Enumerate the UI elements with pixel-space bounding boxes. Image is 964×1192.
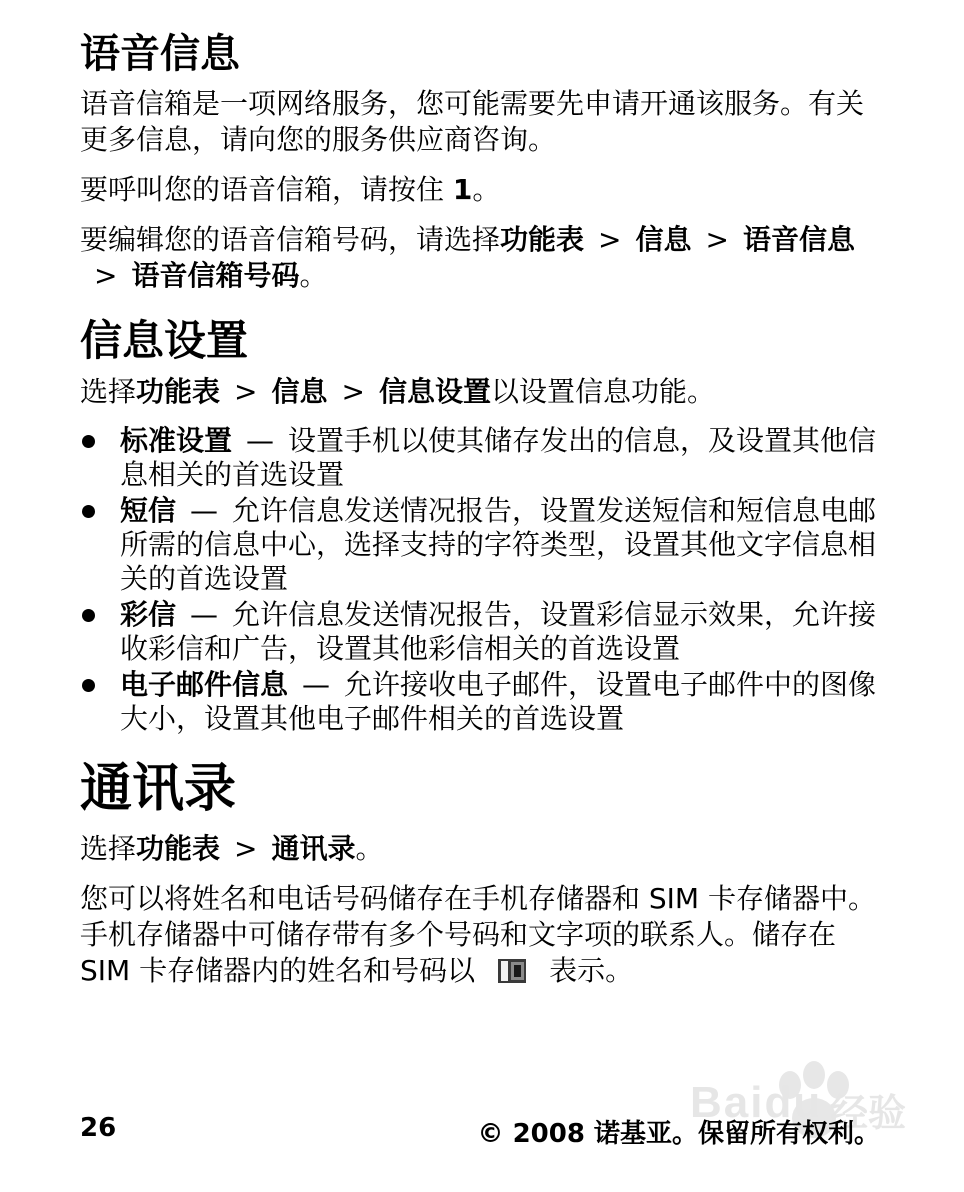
intro-text: 选择	[80, 375, 137, 409]
voicemail-edit-text: 要编辑您的语音信箱号码，请选择	[80, 223, 501, 256]
menu-path-item: 信息	[635, 223, 692, 256]
contacts-intro	[80, 831, 890, 867]
menu-path-item: 语音信息	[742, 223, 855, 256]
voicemail-key: 1	[452, 173, 473, 206]
dash: —	[190, 494, 219, 528]
path-separator: >	[705, 223, 729, 256]
menu-path-item: 功能表	[136, 831, 221, 865]
watermark-suffix: 经验	[830, 1091, 907, 1135]
path-separator: >	[234, 375, 258, 409]
manual-page	[80, 30, 890, 1003]
intro-text: 选择	[80, 831, 137, 865]
voicemail-paragraph-1: 语音信箱是一项网络服务，您可能需要先申请开通该服务。有关更多信息，请向您的服务供应商咨询。	[80, 87, 865, 156]
list-item-description: 允许信息发送情况报告，设置发送短信和短信息电邮所需的信息中心，选择支持的字符类型，设置其他文字信息相关的首选设置	[120, 494, 877, 596]
message-settings-intro	[80, 374, 890, 410]
dash: —	[302, 668, 331, 702]
list-item-description: 允许信息发送情况报告，设置彩信显示效果，允许接收彩信和广告，设置其他彩信相关的首选设置	[120, 598, 877, 666]
punctuation: 。	[355, 831, 384, 865]
punctuation: 。	[472, 173, 501, 206]
bullet-icon	[82, 609, 95, 622]
menu-path-item: 信息	[271, 375, 328, 409]
path-separator: >	[341, 375, 365, 409]
menu-path-item: 通讯录	[271, 831, 356, 865]
bullet-icon	[82, 505, 95, 518]
list-item-title: 标准设置	[120, 424, 233, 458]
menu-path-item: 信息设置	[378, 375, 491, 409]
watermark-brand-part2: du	[764, 1078, 823, 1127]
dash: —	[190, 598, 219, 632]
path-separator: >	[234, 831, 258, 865]
list-item-title: 电子邮件信息	[120, 668, 289, 702]
contacts-heading: 通讯录	[80, 759, 237, 820]
voicemail-paragraph-3	[80, 222, 890, 294]
list-item	[80, 424, 890, 492]
message-settings-list	[80, 424, 890, 736]
watermark-brand-part1: Bai	[690, 1078, 765, 1127]
dash: —	[246, 424, 275, 458]
list-item-description: 允许接收电子邮件，设置电子邮件中的图像大小，设置其他电子邮件相关的首选设置	[120, 668, 877, 736]
contacts-description: 您可以将姓名和电话号码储存在手机存储器和 SIM 卡存储器中。手机存储器中可储存带有多个号码和文字项的联系人。储存在 SIM 卡存储器内的姓名和号码以	[80, 881, 876, 987]
intro-text-end: 以设置信息功能。	[491, 375, 716, 409]
list-item	[80, 494, 890, 596]
voicemail-paragraph-2	[80, 172, 890, 208]
voicemail-heading: 语音信息	[80, 31, 240, 77]
contacts-description-end: 表示。	[549, 953, 634, 987]
bullet-icon	[82, 679, 95, 692]
list-item-description: 设置手机以使其储存发出的信息，及设置其他信息相关的首选设置	[120, 424, 877, 492]
menu-path-item: 功能表	[136, 375, 221, 409]
path-separator: >	[94, 259, 118, 292]
voicemail-call-text: 要呼叫您的语音信箱，请按住	[80, 173, 453, 206]
sim-card-icon	[497, 958, 527, 984]
list-item-title: 彩信	[120, 598, 177, 632]
menu-path-item: 功能表	[500, 223, 585, 256]
bullet-icon	[82, 435, 95, 448]
punctuation: 。	[299, 259, 328, 292]
path-separator: >	[598, 223, 622, 256]
copyright-notice: © 2008 诺基亚。保留所有权利。	[477, 1119, 880, 1149]
list-item	[80, 668, 890, 736]
page-number: 26	[80, 1113, 117, 1143]
contacts-paragraph	[80, 881, 890, 989]
menu-path-item: 语音信箱号码	[131, 259, 300, 292]
list-item	[80, 598, 890, 666]
list-item-title: 短信	[120, 494, 177, 528]
message-settings-heading: 信息设置	[80, 316, 249, 365]
